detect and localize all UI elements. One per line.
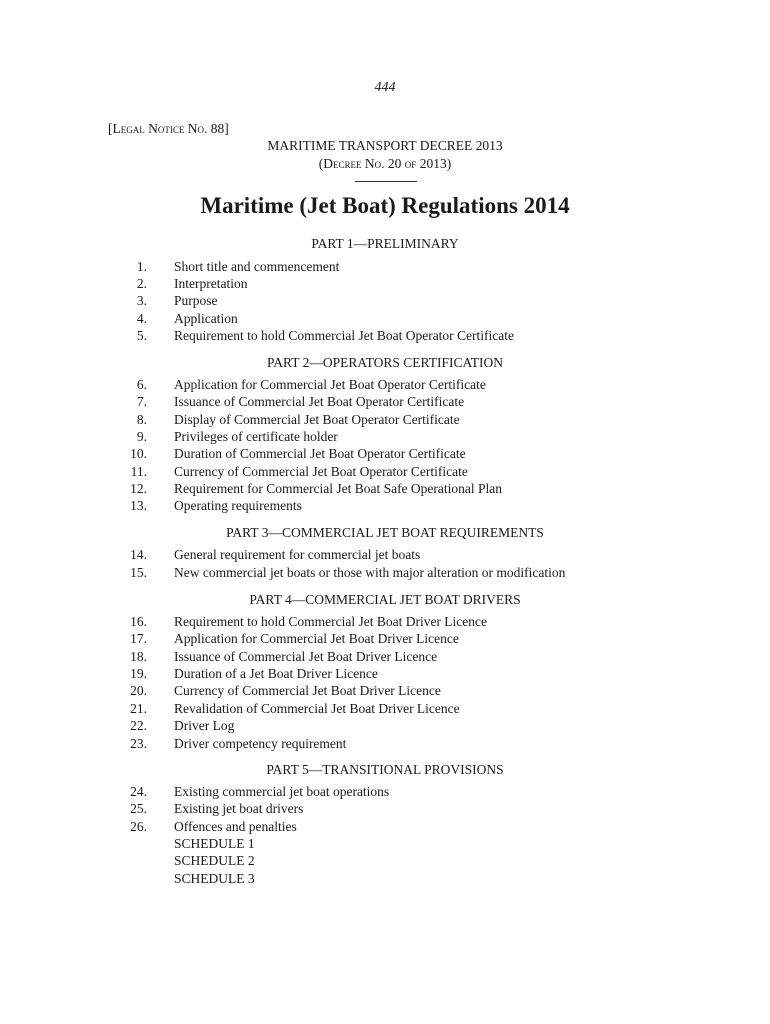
legal-notice-open: [: [108, 121, 113, 136]
part-heading: PART 1—PRELIMINARY: [311, 236, 459, 251]
toc-item-number: 20.: [130, 683, 147, 698]
toc-item: [0, 700, 770, 717]
toc-item-number: 24.: [130, 784, 147, 799]
toc-item-number: 3.: [136, 293, 147, 308]
toc-item: [0, 783, 770, 800]
toc-item: [0, 870, 770, 887]
toc-item-number: 16.: [130, 614, 147, 629]
toc-item-number: 26.: [130, 819, 147, 834]
decree-sub-open: (: [318, 156, 324, 171]
schedule-label: SCHEDULE 1: [174, 836, 255, 851]
toc-item-text: Offences and penalties: [174, 819, 297, 834]
decree-title: MARITIME TRANSPORT DECREE 2013: [267, 138, 503, 153]
toc-item: [0, 648, 770, 665]
toc-item-text: Duration of Commercial Jet Boat Operator Certificate: [174, 446, 466, 461]
toc-item-number: 13.: [130, 498, 147, 513]
toc-item-number: 1.: [136, 259, 147, 274]
legal-notice-label: Legal Notice No: [112, 121, 204, 136]
toc-item: [0, 376, 770, 393]
toc-item-text: Issuance of Commercial Jet Boat Operator Certificate: [174, 394, 465, 409]
toc-item-number: 7.: [136, 394, 147, 409]
toc-item: [0, 275, 770, 292]
toc-item-number: 15.: [130, 565, 147, 580]
document-title: Maritime (Jet Boat) Regulations 2014: [200, 193, 570, 218]
toc-item: [0, 428, 770, 445]
toc-item: [0, 835, 770, 852]
toc-item: [0, 310, 770, 327]
toc-item: [0, 327, 770, 344]
part-heading: PART 3—COMMERCIAL JET BOAT REQUIREMENTS: [226, 525, 544, 540]
toc-item-text: Interpretation: [174, 276, 248, 291]
toc-item-text: Currency of Commercial Jet Boat Operator Certificate: [174, 464, 468, 479]
toc-item-text: Requirement to hold Commercial Jet Boat Driver Licence: [174, 614, 488, 629]
toc-item-text: Existing commercial jet boat operations: [174, 784, 390, 799]
schedule-label: SCHEDULE 2: [174, 853, 255, 868]
toc-item-number: 12.: [130, 481, 147, 496]
toc-item: [0, 735, 770, 752]
toc-item-number: 17.: [130, 631, 147, 646]
toc-item: [0, 613, 770, 630]
toc-item-text: Issuance of Commercial Jet Boat Driver Licence: [174, 649, 438, 664]
page-number: 444: [374, 80, 396, 95]
toc-item: [0, 411, 770, 428]
toc-item-text: General requirement for commercial jet boats: [174, 547, 421, 562]
toc-item-text: Application for Commercial Jet Boat Operator Certificate: [174, 377, 486, 392]
toc-item-text: Driver Log: [174, 718, 235, 733]
toc-item-number: 14.: [130, 547, 147, 562]
toc-item-number: 6.: [136, 377, 147, 392]
part-heading: PART 4—COMMERCIAL JET BOAT DRIVERS: [249, 592, 521, 607]
toc-item: [0, 800, 770, 817]
toc-item-text: Existing jet boat drivers: [174, 801, 304, 816]
toc-item-number: 4.: [136, 311, 147, 326]
toc-item: [0, 258, 770, 275]
toc-item-text: Requirement to hold Commercial Jet Boat Operator Certificate: [174, 328, 515, 343]
decree-subtitle: [0, 156, 770, 172]
toc-item-text: Purpose: [174, 293, 218, 308]
toc-item-text: Revalidation of Commercial Jet Boat Driver Licence: [174, 701, 460, 716]
toc-item-text: Duration of a Jet Boat Driver Licence: [174, 666, 378, 681]
toc-item-number: 9.: [136, 429, 147, 444]
toc-item-text: Currency of Commercial Jet Boat Driver Licence: [174, 683, 441, 698]
toc-item: [0, 292, 770, 309]
toc-item: [0, 852, 770, 869]
toc-item-number: 11.: [130, 464, 147, 479]
toc-item-text: Application for Commercial Jet Boat Driver Licence: [174, 631, 459, 646]
toc-item-text: Privileges of certificate holder: [174, 429, 338, 444]
toc-item-text: Driver competency requirement: [174, 736, 347, 751]
toc-item-text: Display of Commercial Jet Boat Operator Certificate: [174, 412, 460, 427]
toc-item-number: 5.: [136, 328, 147, 343]
decree-sub-year: 2013): [416, 156, 452, 171]
toc-item: [0, 445, 770, 462]
toc-item-number: 19.: [130, 666, 147, 681]
toc-item: [0, 682, 770, 699]
part-heading: PART 2—OPERATORS CERTIFICATION: [267, 355, 503, 370]
legal-notice-number: . 88]: [203, 121, 229, 136]
toc-item-number: 21.: [130, 701, 147, 716]
toc-item-number: 10.: [130, 446, 147, 461]
part-heading: PART 5—TRANSITIONAL PROVISIONS: [266, 762, 504, 777]
divider-rule: [355, 181, 417, 182]
schedule-label: SCHEDULE 3: [174, 871, 255, 886]
toc-item: [0, 630, 770, 647]
toc-item-number: 8.: [136, 412, 147, 427]
toc-item-number: 25.: [130, 801, 147, 816]
decree-sub-number: . 20: [381, 156, 405, 171]
toc-item-text: Application: [174, 311, 238, 326]
toc-item: [0, 564, 770, 581]
decree-sub-label: Decree No: [323, 156, 382, 171]
toc-item: [0, 463, 770, 480]
toc-item-number: 23.: [130, 736, 147, 751]
toc-item: [0, 665, 770, 682]
legal-notice: [108, 121, 229, 137]
toc-item-text: Short title and commencement: [174, 259, 340, 274]
toc-item-text: Operating requirements: [174, 498, 302, 513]
toc-item: [0, 546, 770, 563]
toc-item: [0, 717, 770, 734]
toc-item-text: Requirement for Commercial Jet Boat Safe Operational Plan: [174, 481, 503, 496]
toc-item-number: 22.: [130, 718, 147, 733]
decree-sub-of: of: [404, 156, 417, 171]
toc-item: [0, 480, 770, 497]
toc-item-number: 18.: [130, 649, 147, 664]
toc-item-number: 2.: [136, 276, 147, 291]
toc-item: [0, 393, 770, 410]
toc-item: [0, 497, 770, 514]
toc-item: [0, 818, 770, 835]
toc-item-text: New commercial jet boats or those with major alteration or modification: [174, 565, 566, 580]
